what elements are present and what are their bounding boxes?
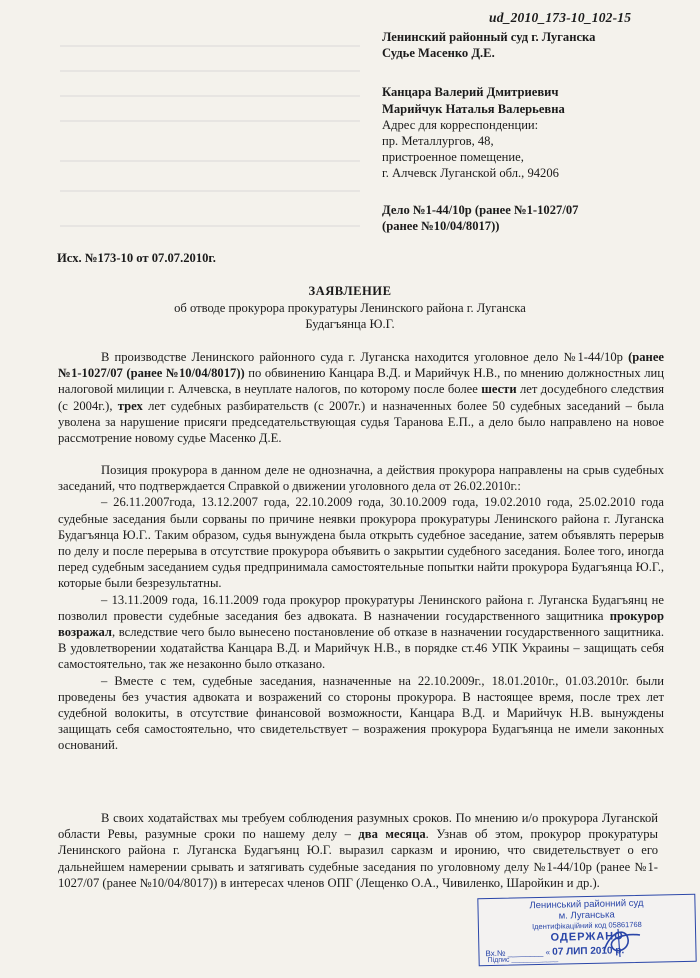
show-through-line [60, 45, 360, 47]
show-through-line [60, 225, 360, 227]
show-through-line [60, 70, 360, 72]
paragraph-5: – Вместе с тем, судебные заседания, назначенные на 22.10.2009г., 18.01.2010г., 01.03.2010г. были проведены без участия адвоката и возражений со стороны прокурора. В настоящее время, после трех лет судебной волокиты, в отсутствие финансовой возможности, Канцара В.Д. и Марийчук Н.В. вынуждены защищать себя самостоятельно, что свидетельствует – возражения прокурора Будагъянца не имели законных оснований. [58, 673, 664, 753]
addressee-judge: Судье Масенко Д.Е. [382, 46, 495, 61]
address-label: Адрес для корреспонденции: [382, 117, 539, 132]
paragraph-6: В своих ходатайствах мы требуем соблюдения разумных сроков. По мнению и/о прокурора Луганской области Ревы, разумные сроки по нашему делу – два месяца. Узнав об этом, прокурор прокуратуры Ленинского района г. Луганска Будагъянц Ю.Г. выразил сарказм и иронию, что свидетельствует о его дальнейшем намерении срывать и затягивать судебные заседания по уголовному делу №1-44/10р (ранее №1-1027/07 (ранее №10/04/8017)) в интересах членов ОПГ (Лещенко О.А., Чивиленко, Шаройкин и др.). [58, 811, 658, 890]
address-line-3: г. Алчевск Луганской обл., 94206 [382, 166, 559, 181]
address-line-1: пр. Металлургов, 48, [382, 134, 494, 149]
address-line-2: пристроенное помещение, [382, 150, 524, 165]
stamp-city: м. Луганська [558, 909, 615, 922]
sender-name-2: Марийчук Наталья Валерьевна [382, 101, 565, 116]
document-subtitle: об отводе прокурора прокуратуры Ленинского района г. Луганска [174, 301, 526, 315]
addressee-court: Ленинский районный суд г. Луганска [382, 30, 596, 44]
show-through-line [60, 160, 360, 162]
case-number-line-1: Дело №1-44/10р (ранее №1-1027/07 [382, 202, 579, 217]
stamp-incoming-date: Вх.№ ________ « 07 ЛИП 2010 р. [485, 945, 625, 959]
sender-name-1: Канцара Валерий Дмитриевич [382, 85, 559, 100]
body-section-details [58, 462, 664, 754]
case-number-line-2: (ранее №10/04/8017)) [382, 218, 500, 233]
court-received-stamp [477, 894, 696, 967]
body-section-main [58, 349, 664, 446]
show-through-line [60, 95, 360, 97]
stamp-signature-label: Підпис ____________ [487, 955, 559, 965]
show-through-line [60, 120, 360, 122]
stamp-court-name: Ленинський районний суд [529, 897, 644, 912]
handwritten-signature-icon [596, 925, 646, 959]
header-block [382, 29, 692, 234]
show-through-line [60, 190, 360, 192]
paragraph-3: – 26.11.2007года, 13.12.2007 года, 22.10.2009 года, 30.10.2009 года, 19.02.2010 года, 25.02.2010 года судебные заседания были сорваны по причине неявки прокурора прокуратуры Ленинского района г. Луганска Будагъянца Ю.Г.. Таким образом, судья вынуждена была открыть судебное заседание, затем объявлять перерыв по делу и после перерыва в отсутствие прокурора объявить о закрытии судебного заседания. Более того, иногда перед судебным заседанием судья предпринимала самостоятельные попытки найти прокурора Будагъянца Ю.Г., которые были безрезультатны. [58, 495, 664, 591]
stamp-id-code: Ідентифікаційний код 05861768 [531, 919, 642, 932]
document-id: ud_2010_173-10_102-15 [489, 10, 632, 25]
paragraph-2: Позиция прокурора в данном деле не однозначна, а действия прокурора направлены на срыв судебных заседаний, что подтверждается Справкой о движении уголовного дела от 26.02.2010г.: [58, 463, 664, 494]
paragraph-4: – 13.11.2009 года, 16.11.2009 года прокурор прокуратуры Ленинского района г. Луганска Будагъянц не позволил провести судебные заседания без адвоката. В назначении государственного защитника прокурор возражал, вследствие чего было вынесено постановление об отказе в назначении государственного защитника. В удовлетворении ходатайства Канцара В.Д. и Марийчук Н.В., в порядке ст.46 УПК Украины – защищать себя самостоятельно, так же незаконно было отказано. [58, 592, 664, 672]
outgoing-reference: Исх. №173-10 от 07.07.2010г. [57, 251, 216, 265]
paragraph-1: В производстве Ленинского районного суда г. Луганска находится уголовное дело №1-44/10р (ранее №1-1027/07 (ранее №10/04/8017)) по обвинению Канцара В.Д. и Марийчук Н.В., по мнению должностных лиц налоговой милиции г. Алчевска, в неуплате налогов, по которому после более шести лет досудебного следствия (с 2004г.), трех лет судебных разбирательств (с 2007г.) и назначенных более 50 судебных заседаний – была уволена за нарушение присяги председательствующая судья Таранова Е.П., а дело было направлено на новое рассмотрение новому судье Масенко Д.Е. [58, 350, 664, 446]
stamp-received-label: ОДЕРЖАНО [550, 930, 624, 944]
document-subtitle-name: Будагъянца Ю.Г. [305, 317, 395, 331]
document-title: ЗАЯВЛЕНИЕ [308, 284, 392, 298]
body-section-closing [58, 810, 658, 891]
